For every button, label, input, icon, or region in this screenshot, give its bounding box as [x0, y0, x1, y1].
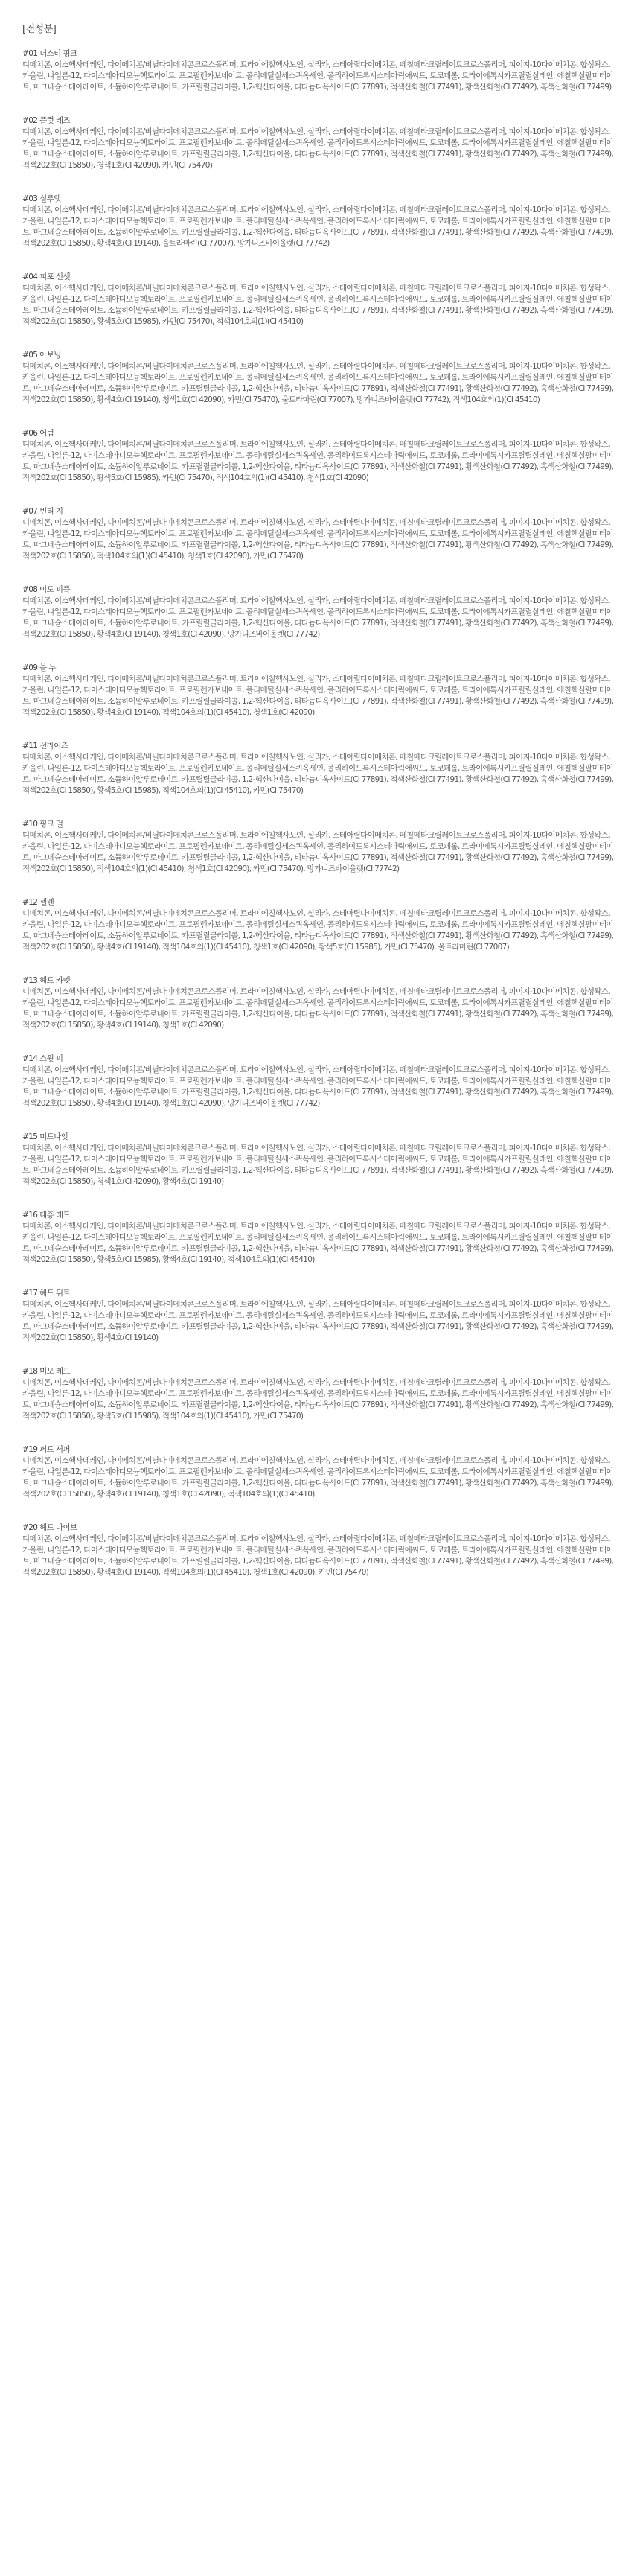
shade-name: #14 스윗 피 — [22, 1054, 63, 1063]
page-title: [전성분] — [22, 24, 57, 35]
shade-name: #16 대흥 레드 — [22, 1211, 71, 1220]
shade-section — [22, 350, 618, 406]
shade-section — [22, 1132, 618, 1187]
shade-name: #20 헤드 다이브 — [22, 1523, 77, 1532]
shade-section — [22, 975, 618, 1031]
ingredient-list: 디메치콘, 이소헥사데케인, 다이메치콘/비닐다이메치콘크로스폴리머, 트라이에칠헥사노인, 실리카, 스테아릴다이메치콘, 메칠메타크릴레이트크로스폴리머, 피이지-10다이메치콘, 합성왁스, 카올린, 나일론-12, 다이스테아디모늄헥토라이트, 프로필렌카보네이트, 폴리메틸실세스퀴옥세인, 폴리하이드록시스테아릭애씨드, 토코페롤, 트라이에톡시카프릴릴실레인, 에칠헥실팔미테이트, 마그네슘스테아레이트, 소듐하이알루로네이트, 카프릴릴글라이콜, 1,2-헥산다이올, 티타늄디옥사이드(CI 77891), 적색산화철(CI 77491), 황색산화철(CI 77492), 흑색산화철(CI 77499), 적색202호(CI 15850), 적색104호의(1)(CI 45410), 청색1호(CI 42090), 카민(CI 75470), 망가니즈바이올렛(CI 77742) — [22, 831, 614, 873]
shade-name: #03 실루엣 — [22, 194, 61, 203]
ingredient-list: 디메치콘, 이소헥사데케인, 다이메치콘/비닐다이메치콘크로스폴리머, 트라이에칠헥사노인, 실리카, 스테아릴다이메치콘, 메칠메타크릴레이트크로스폴리머, 피이지-10다이메치콘, 합성왁스, 카올린, 나일론-12, 다이스테아디모늄헥토라이트, 프로필렌카보네이트, 폴리메틸실세스퀴옥세인, 폴리하이드록시스테아릭애씨드, 토코페롤, 트라이에톡시카프릴릴실레인, 에칠헥실팔미테이트, 마그네슘스테아레이트, 소듐하이알루로네이트, 카프릴릴글라이콜, 1,2-헥산다이올, 티타늄디옥사이드(CI 77891), 적색산화철(CI 77491), 황색산화철(CI 77492), 흑색산화철(CI 77499), 적색202호(CI 15850), 황색4호(CI 19140), 청색1호(CI 42090), 망가니즈바이올렛(CI 77742) — [22, 596, 614, 639]
ingredient-list: 디메치콘, 이소헥사데케인, 다이메치콘/비닐다이메치콘크로스폴리머, 트라이에칠헥사노인, 실리카, 스테아릴다이메치콘, 메칠메타크릴레이트크로스폴리머, 피이지-10다이메치콘, 합성왁스, 카올린, 나일론-12, 다이스테아디모늄헥토라이트, 프로필렌카보네이트, 폴리메틸실세스퀴옥세인, 폴리하이드록시스테아릭애씨드, 토코페롤, 트라이에톡시카프릴릴실레인, 에칠헥실팔미테이트, 마그네슘스테아레이트, 소듐하이알루로네이트, 카프릴릴글라이콜, 1,2-헥산다이올, 티타늄디옥사이드(CI 77891), 적색산화철(CI 77491), 황색산화철(CI 77492), 흑색산화철(CI 77499), 적색202호(CI 15850), 황색5호(CI 15985), 카민(CI 75470), 적색104호의(1)(CI 45410), 청색1호(CI 42090) — [22, 440, 614, 482]
shade-name: #12 셀렌 — [22, 898, 54, 907]
ingredient-list: 디메치콘, 이소헥사데케인, 다이메치콘/비닐다이메치콘크로스폴리머, 트라이에칠헥사노인, 실리카, 스테아릴다이메치콘, 메칠메타크릴레이트크로스폴리머, 피이지-10다이메치콘, 합성왁스, 카올린, 나일론-12, 다이스테아디모늄헥토라이트, 프로필렌카보네이트, 폴리메틸실세스퀴옥세인, 폴리하이드록시스테아릭애씨드, 토코페롤, 트라이에톡시카프릴릴실레인, 에칠헥실팔미테이트, 마그네슘스테아레이트, 소듐하이알루로네이트, 카프릴릴글라이콜, 1,2-헥산다이올, 티타늄디옥사이드(CI 77891), 적색산화철(CI 77491), 황색산화철(CI 77492), 흑색산화철(CI 77499), 적색202호(CI 15850), 청색1호(CI 42090), 카민(CI 75470) — [22, 127, 614, 170]
ingredient-list: 디메치콘, 이소헥사데케인, 다이메치콘/비닐다이메치콘크로스폴리머, 트라이에칠헥사노인, 실리카, 스테아릴다이메치콘, 메칠메타크릴레이트크로스폴리머, 피이지-10다이메치콘, 합성왁스, 카올린, 나일론-12, 다이스테아디모늄헥토라이트, 프로필렌카보네이트, 폴리메틸실세스퀴옥세인, 폴리하이드록시스테아릭애씨드, 토코페롤, 트라이에톡시카프릴릴실레인, 에칠헥실팔미테이트, 마그네슘스테아레이트, 소듐하이알루로네이트, 카프릴릴글라이콜, 1,2-헥산다이올, 티타늄디옥사이드(CI 77891), 적색산화철(CI 77491), 황색산화철(CI 77492), 흑색산화철(CI 77499), 적색202호(CI 15850), 황색4호(CI 19140), 울트라마린(CI 77007), 망가니즈바이올렛(CI 77742) — [22, 205, 614, 248]
shade-name: #10 핑크 멀 — [22, 820, 63, 829]
ingredient-list: 디메치콘, 이소헥사데케인, 다이메치콘/비닐다이메치콘크로스폴리머, 트라이에칠헥사노인, 실리카, 스테아릴다이메치콘, 메칠메타크릴레이트크로스폴리머, 피이지-10다이메치콘, 합성왁스, 카올린, 나일론-12, 다이스테아디모늄헥토라이트, 프로필렌카보네이트, 폴리메틸실세스퀴옥세인, 폴리하이드록시스테아릭애씨드, 토코페롤, 트라이에톡시카프릴릴실레인, 에칠헥실팔미테이트, 마그네슘스테아레이트, 소듐하이알루로네이트, 카프릴릴글라이콜, 1,2-헥산다이올, 티타늄디옥사이드(CI 77891), 적색산화철(CI 77491), 황색산화철(CI 77492), 흑색산화철(CI 77499), 적색202호(CI 15850), 황색4호(CI 19140), 적색104호의(1)(CI 45410), 청색1호(CI 42090), 카민(CI 75470) — [22, 1534, 614, 1577]
shade-section — [22, 115, 618, 171]
shade-section — [22, 1444, 618, 1500]
shade-name: #07 빈티 지 — [22, 507, 63, 516]
shade-section — [22, 1053, 618, 1109]
ingredient-list: 디메치콘, 이소헥사데케인, 다이메치콘/비닐다이메치콘크로스폴리머, 트라이에칠헥사노인, 실리카, 스테아릴다이메치콘, 메칠메타크릴레이트크로스폴리머, 피이지-10다이메치콘, 합성왁스, 카올린, 나일론-12, 다이스테아디모늄헥토라이트, 프로필렌카보네이트, 폴리메틸실세스퀴옥세인, 폴리하이드록시스테아릭애씨드, 토코페롤, 트라이에톡시카프릴릴실레인, 에칠헥실팔미테이트, 마그네슘스테아레이트, 소듐하이알루로네이트, 카프릴릴글라이콜, 1,2-헥산다이올, 티타늄디옥사이드(CI 77891), 적색산화철(CI 77491), 황색산화철(CI 77492), 흑색산화철(CI 77499), 적색202호(CI 15850), 황색5호(CI 15985), 카민(CI 75470), 적색104호의(1)(CI 45410) — [22, 284, 614, 326]
shade-name: #06 어텀 — [22, 429, 54, 438]
ingredient-list: 디메치콘, 이소헥사데케인, 다이메치콘/비닐다이메치콘크로스폴리머, 트라이에칠헥사노인, 실리카, 스테아릴다이메치콘, 메칠메타크릴레이트크로스폴리머, 피이지-10다이메치콘, 합성왁스, 카올린, 나일론-12, 다이스테아디모늄헥토라이트, 프로필렌카보네이트, 폴리메틸실세스퀴옥세인, 폴리하이드록시스테아릭애씨드, 토코페롤, 트라이에톡시카프릴릴실레인, 에칠헥실팔미테이트, 마그네슘스테아레이트, 소듐하이알루로네이트, 카프릴릴글라이콜, 1,2-헥산다이올, 티타늄디옥사이드(CI 77891), 적색산화철(CI 77491), 황색산화철(CI 77492), 흑색산화철(CI 77499), 적색202호(CI 15850), 황색4호(CI 19140), 적색104호의(1)(CI 45410), 청색1호(CI 42090), 황색5호(CI 15985), 카민(CI 75470), 울트라마린(CI 77007) — [22, 909, 614, 951]
shade-section — [22, 741, 618, 797]
ingredient-list: 디메치콘, 이소헥사데케인, 다이메치콘/비닐다이메치콘크로스폴리머, 트라이에칠헥사노인, 실리카, 스테아릴다이메치콘, 메칠메타크릴레이트크로스폴리머, 피이지-10다이메치콘, 합성왁스, 카올린, 나일론-12, 다이스테아디모늄헥토라이트, 프로필렌카보네이트, 폴리메틸실세스퀴옥세인, 폴리하이드록시스테아릭애씨드, 토코페롤, 트라이에톡시카프릴릴실레인, 에칠헥실팔미테이트, 마그네슘스테아레이트, 소듐하이알루로네이트, 카프릴릴글라이콜, 1,2-헥산다이올, 티타늄디옥사이드(CI 77891), 적색산화철(CI 77491), 황색산화철(CI 77492), 흑색산화철(CI 77499), 적색202호(CI 15850), 황색5호(CI 15985), 적색104호의(1)(CI 45410), 카민(CI 75470) — [22, 1378, 614, 1421]
shade-section — [22, 897, 618, 953]
shade-section — [22, 48, 618, 93]
shade-name: #13 헤드 카멧 — [22, 976, 71, 985]
shade-name: #11 선라이즈 — [22, 742, 68, 750]
shade-section — [22, 194, 618, 249]
shade-section — [22, 428, 618, 484]
shade-section — [22, 272, 618, 328]
ingredient-list: 디메치콘, 이소헥사데케인, 다이메치콘/비닐다이메치콘크로스폴리머, 트라이에칠헥사노인, 실리카, 스테아릴다이메치콘, 메칠메타크릴레이트크로스폴리머, 피이지-10다이메치콘, 합성왁스, 카올린, 나일론-12, 다이스테아디모늄헥토라이트, 프로필렌카보네이트, 폴리메틸실세스퀴옥세인, 폴리하이드록시스테아릭애씨드, 토코페롤, 트라이에톡시카프릴릴실레인, 에칠헥실팔미테이트, 마그네슘스테아레이트, 소듐하이알루로네이트, 카프릴릴글라이콜, 1,2-헥산다이올, 티타늄디옥사이드(CI 77891), 적색산화철(CI 77491), 황색산화철(CI 77492), 흑색산화철(CI 77499), 적색202호(CI 15850), 황색4호(CI 19140), 청색1호(CI 42090), 카민(CI 75470), 울트라마린(CI 77007), 망가니즈바이올렛(CI 77742), 적색104호의(1)(CI 45410) — [22, 362, 614, 404]
shade-name: #09 블 누 — [22, 663, 56, 672]
shade-section — [22, 819, 618, 875]
ingredient-list: 디메치콘, 이소헥사데케인, 다이메치콘/비닐다이메치콘크로스폴리머, 트라이에칠헥사노인, 실리카, 스테아릴다이메치콘, 메칠메타크릴레이트크로스폴리머, 피이지-10다이메치콘, 합성왁스, 카올린, 나일론-12, 다이스테아디모늄헥토라이트, 프로필렌카보네이트, 폴리메틸실세스퀴옥세인, 폴리하이드록시스테아릭애씨드, 토코페롤, 트라이에톡시카프릴릴실레인, 에칠헥실팔미테이트, 마그네슘스테아레이트, 소듐하이알루로네이트, 카프릴릴글라이콜, 1,2-헥산다이올, 티타늄디옥사이드(CI 77891), 적색산화철(CI 77491), 황색산화철(CI 77492), 흑색산화철(CI 77499), 적색202호(CI 15850), 황색5호(CI 15985), 적색104호의(1)(CI 45410), 카민(CI 75470) — [22, 753, 614, 795]
shade-name: #04 피포 선셋 — [22, 272, 71, 281]
ingredient-list: 디메치콘, 이소헥사데케인, 다이메치콘/비닐다이메치콘크로스폴리머, 트라이에칠헥사노인, 실리카, 스테아릴다이메치콘, 메칠메타크릴레이트크로스폴리머, 피이지-10다이메치콘, 합성왁스, 카올린, 나일론-12, 다이스테아디모늄헥토라이트, 프로필렌카보네이트, 폴리메틸실세스퀴옥세인, 폴리하이드록시스테아릭애씨드, 토코페롤, 트라이에톡시카프릴릴실레인, 에칠헥실팔미테이트, 마그네슘스테아레이트, 소듐하이알루로네이트, 카프릴릴글라이콜, 1,2-헥산다이올, 티타늄디옥사이드(CI 77891), 적색산화철(CI 77491), 황색산화철(CI 77492), 흑색산화철(CI 77499), 적색202호(CI 15850), 황색4호(CI 19140), 적색104호의(1)(CI 45410), 청색1호(CI 42090) — [22, 675, 614, 717]
ingredient-list: 디메치콘, 이소헥사데케인, 다이메치콘/비닐다이메치콘크로스폴리머, 트라이에칠헥사노인, 실리카, 스테아릴다이메치콘, 메칠메타크릴레이트크로스폴리머, 피이지-10다이메치콘, 합성왁스, 카올린, 나일론-12, 다이스테아디모늄헥토라이트, 프로필렌카보네이트, 폴리메틸실세스퀴옥세인, 폴리하이드록시스테아릭애씨드, 토코페롤, 트라이에톡시카프릴릴실레인, 에칠헥실팔미테이트, 마그네슘스테아레이트, 소듐하이알루로네이트, 카프릴릴글라이콜, 1,2-헥산다이올, 티타늄디옥사이드(CI 77891), 적색산화철(CI 77491), 황색산화철(CI 77492), 흑색산화철(CI 77499), 적색202호(CI 15850), 황색4호(CI 19140) — [22, 1300, 614, 1342]
ingredient-list: 디메치콘, 이소헥사데케인, 다이메치콘/비닐다이메치콘크로스폴리머, 트라이에칠헥사노인, 실리카, 스테아릴다이메치콘, 메칠메타크릴레이트크로스폴리머, 피이지-10다이메치콘, 합성왁스, 카올린, 나일론-12, 다이스테아디모늄헥토라이트, 프로필렌카보네이트, 폴리메틸실세스퀴옥세인, 폴리하이드록시스테아릭애씨드, 토코페롤, 트라이에톡시카프릴릴실레인, 에칠헥실팔미테이트, 마그네슘스테아레이트, 소듐하이알루로네이트, 카프릴릴글라이콜, 1,2-헥산다이올, 티타늄디옥사이드(CI 77891), 적색산화철(CI 77491), 황색산화철(CI 77492), 흑색산화철(CI 77499) — [22, 60, 613, 92]
shade-section — [22, 1523, 618, 1578]
shade-name: #17 헤드 위트 — [22, 1289, 71, 1298]
shade-section — [22, 1366, 618, 1422]
ingredient-list: 디메치콘, 이소헥사데케인, 다이메치콘/비닐다이메치콘크로스폴리머, 트라이에칠헥사노인, 실리카, 스테아릴다이메치콘, 메칠메타크릴레이트크로스폴리머, 피이지-10다이메치콘, 합성왁스, 카올린, 나일론-12, 다이스테아디모늄헥토라이트, 프로필렌카보네이트, 폴리메틸실세스퀴옥세인, 폴리하이드록시스테아릭애씨드, 토코페롤, 트라이에톡시카프릴릴실레인, 에칠헥실팔미테이트, 마그네슘스테아레이트, 소듐하이알루로네이트, 카프릴릴글라이콜, 1,2-헥산다이올, 티타늄디옥사이드(CI 77891), 적색산화철(CI 77491), 황색산화철(CI 77492), 흑색산화철(CI 77499), 적색202호(CI 15850), 황색4호(CI 19140), 청색1호(CI 42090), 적색104호의(1)(CI 45410) — [22, 1456, 614, 1499]
shade-section — [22, 663, 618, 718]
shade-section — [22, 506, 618, 562]
shade-name: #01 더스티 핑크 — [22, 49, 77, 58]
shade-section — [22, 584, 618, 640]
ingredient-list: 디메치콘, 이소헥사데케인, 다이메치콘/비닐다이메치콘크로스폴리머, 트라이에칠헥사노인, 실리카, 스테아릴다이메치콘, 메칠메타크릴레이트크로스폴리머, 피이지-10다이메치콘, 합성왁스, 카올린, 나일론-12, 다이스테아디모늄헥토라이트, 프로필렌카보네이트, 폴리메틸실세스퀴옥세인, 폴리하이드록시스테아릭애씨드, 토코페롤, 트라이에톡시카프릴릴실레인, 에칠헥실팔미테이트, 마그네슘스테아레이트, 소듐하이알루로네이트, 카프릴릴글라이콜, 1,2-헥산다이올, 티타늄디옥사이드(CI 77891), 적색산화철(CI 77491), 황색산화철(CI 77492), 흑색산화철(CI 77499), 적색202호(CI 15850), 청색1호(CI 42090), 황색4호(CI 19140) — [22, 1144, 614, 1186]
shade-list — [22, 48, 618, 1578]
shade-name: #05 아보닝 — [22, 351, 61, 360]
shade-name: #19 퍼드 서퍼 — [22, 1445, 71, 1454]
shade-name: #15 미드나잇 — [22, 1132, 68, 1141]
shade-name: #18 미모 레드 — [22, 1367, 71, 1376]
ingredient-list: 디메치콘, 이소헥사데케인, 다이메치콘/비닐다이메치콘크로스폴리머, 트라이에칠헥사노인, 실리카, 스테아릴다이메치콘, 메칠메타크릴레이트크로스폴리머, 피이지-10다이메치콘, 합성왁스, 카올린, 나일론-12, 다이스테아디모늄헥토라이트, 프로필렌카보네이트, 폴리메틸실세스퀴옥세인, 폴리하이드록시스테아릭애씨드, 토코페롤, 트라이에톡시카프릴릴실레인, 에칠헥실팔미테이트, 마그네슘스테아레이트, 소듐하이알루로네이트, 카프릴릴글라이콜, 1,2-헥산다이올, 티타늄디옥사이드(CI 77891), 적색산화철(CI 77491), 황색산화철(CI 77492), 흑색산화철(CI 77499), 적색202호(CI 15850), 황색4호(CI 19140), 청색1호(CI 42090) — [22, 987, 614, 1030]
shade-name: #08 이도 피플 — [22, 585, 71, 594]
ingredient-list: 디메치콘, 이소헥사데케인, 다이메치콘/비닐다이메치콘크로스폴리머, 트라이에칠헥사노인, 실리카, 스테아릴다이메치콘, 메칠메타크릴레이트크로스폴리머, 피이지-10다이메치콘, 합성왁스, 카올린, 나일론-12, 다이스테아디모늄헥토라이트, 프로필렌카보네이트, 폴리메틸실세스퀴옥세인, 폴리하이드록시스테아릭애씨드, 토코페롤, 트라이에톡시카프릴릴실레인, 에칠헥실팔미테이트, 마그네슘스테아레이트, 소듐하이알루로네이트, 카프릴릴글라이콜, 1,2-헥산다이올, 티타늄디옥사이드(CI 77891), 적색산화철(CI 77491), 황색산화철(CI 77492), 흑색산화철(CI 77499), 적색202호(CI 15850), 적색104호의(1)(CI 45410), 청색1호(CI 42090), 카민(CI 75470) — [22, 518, 614, 561]
shade-section — [22, 1210, 618, 1266]
shade-section — [22, 1288, 618, 1344]
ingredient-list: 디메치콘, 이소헥사데케인, 다이메치콘/비닐다이메치콘크로스폴리머, 트라이에칠헥사노인, 실리카, 스테아릴다이메치콘, 메칠메타크릴레이트크로스폴리머, 피이지-10다이메치콘, 합성왁스, 카올린, 나일론-12, 다이스테아디모늄헥토라이트, 프로필렌카보네이트, 폴리메틸실세스퀴옥세인, 폴리하이드록시스테아릭애씨드, 토코페롤, 트라이에톡시카프릴릴실레인, 에칠헥실팔미테이트, 마그네슘스테아레이트, 소듐하이알루로네이트, 카프릴릴글라이콜, 1,2-헥산다이올, 티타늄디옥사이드(CI 77891), 적색산화철(CI 77491), 황색산화철(CI 77492), 흑색산화철(CI 77499), 적색202호(CI 15850), 황색5호(CI 15985), 황색4호(CI 19140), 적색104호의(1)(CI 45410) — [22, 1222, 614, 1264]
shade-name: #02 플럿 레즈 — [22, 116, 71, 125]
ingredient-list: 디메치콘, 이소헥사데케인, 다이메치콘/비닐다이메치콘크로스폴리머, 트라이에칠헥사노인, 실리카, 스테아릴다이메치콘, 메칠메타크릴레이트크로스폴리머, 피이지-10다이메치콘, 합성왁스, 카올린, 나일론-12, 다이스테아디모늄헥토라이트, 프로필렌카보네이트, 폴리메틸실세스퀴옥세인, 폴리하이드록시스테아릭애씨드, 토코페롤, 트라이에톡시카프릴릴실레인, 에칠헥실팔미테이트, 마그네슘스테아레이트, 소듐하이알루로네이트, 카프릴릴글라이콜, 1,2-헥산다이올, 티타늄디옥사이드(CI 77891), 적색산화철(CI 77491), 황색산화철(CI 77492), 흑색산화철(CI 77499), 적색202호(CI 15850), 황색4호(CI 19140), 청색1호(CI 42090), 망가니즈바이올렛(CI 77742) — [22, 1065, 614, 1108]
